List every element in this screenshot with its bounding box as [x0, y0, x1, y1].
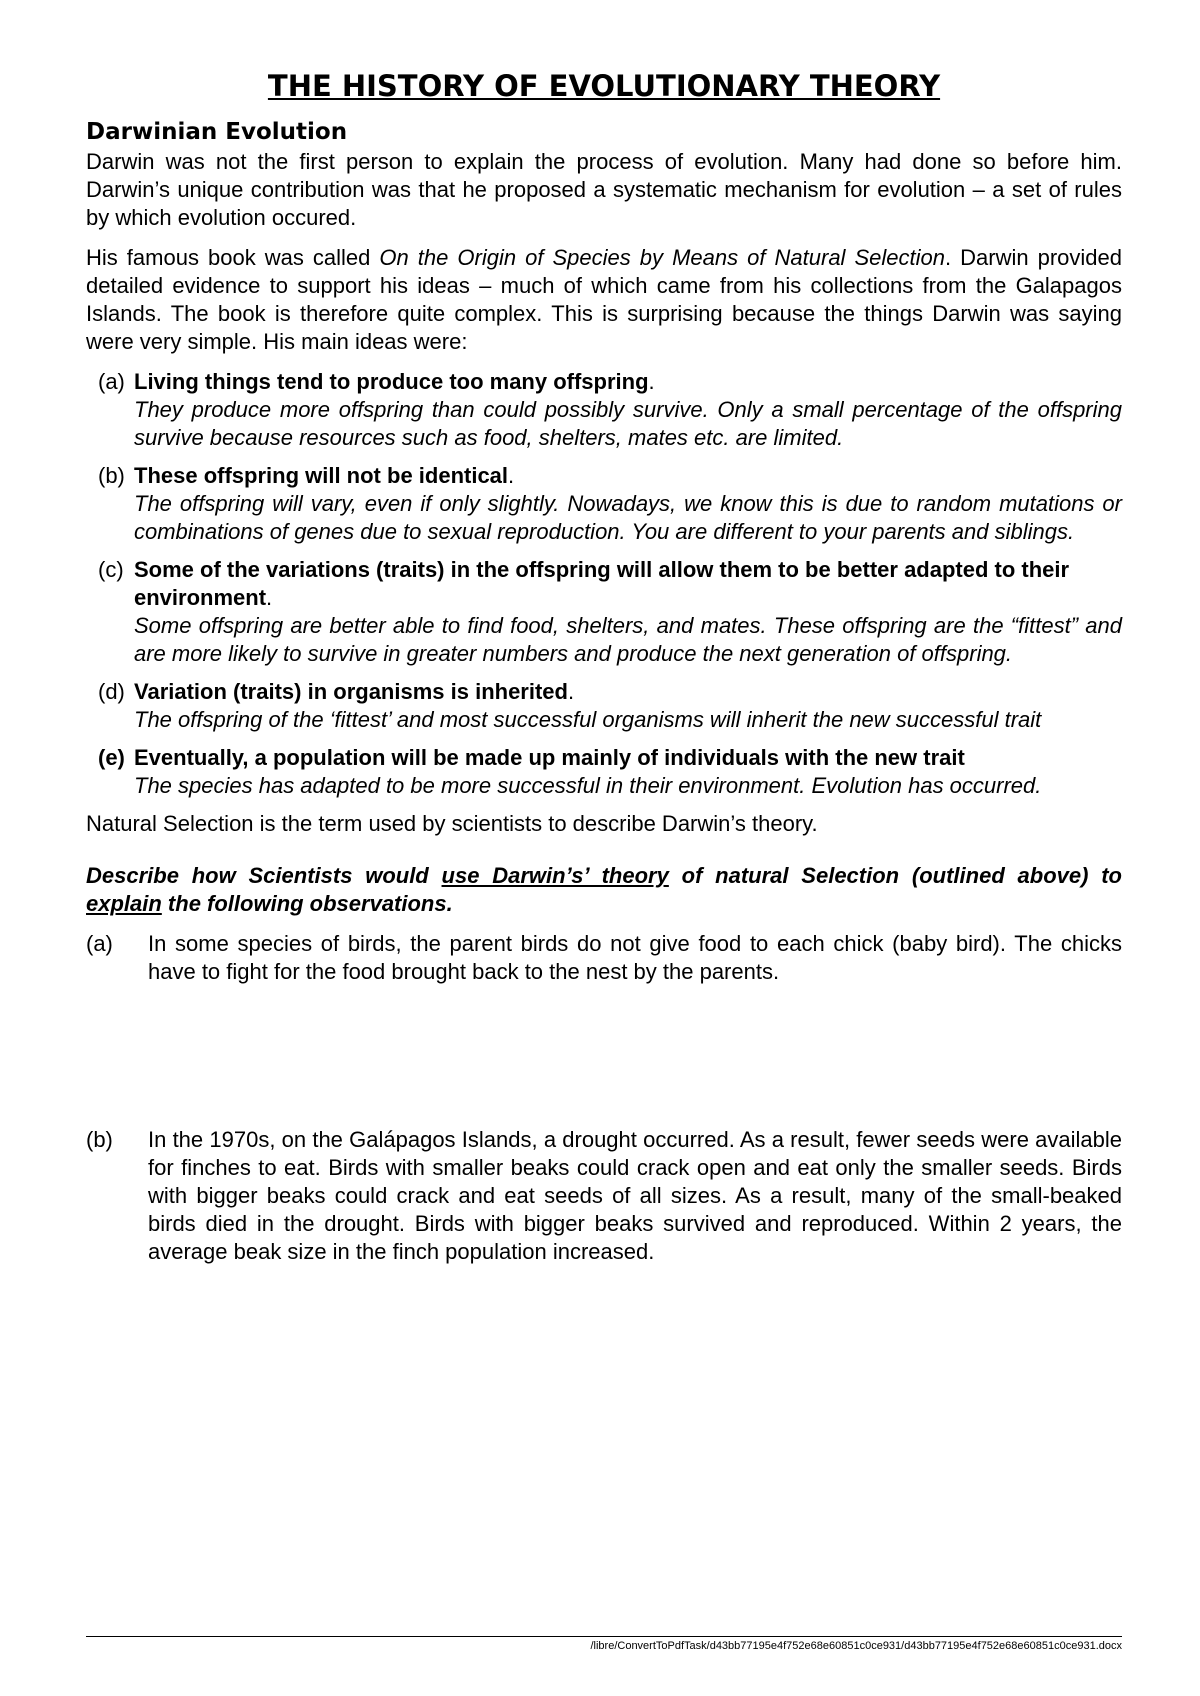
page-title: THE HISTORY OF EVOLUTIONARY THEORY — [267, 69, 941, 103]
idea-item — [98, 462, 1122, 546]
question-text-3: the following observations. — [161, 891, 453, 916]
book-paragraph-rest: . Darwin provided detailed evidence to support his ideas – much of which came from his collections from the Galapagos Islands. The book is therefore quite complex. This is surprising because the things Darwin was saying were very simple. His main ideas were: — [86, 245, 1123, 354]
idea-heading: Some of the variations (traits) in the offspring will allow them to be better adapted to their environment — [134, 557, 1070, 610]
idea-item — [98, 556, 1122, 668]
task-label: (a) — [86, 931, 113, 956]
idea-description: The offspring of the ‘fittest’ and most successful organisms will inherit the new successful trait — [134, 707, 1042, 732]
idea-label: (c) — [98, 557, 124, 582]
idea-label: (d) — [98, 679, 125, 704]
question-underlined-2: explain — [86, 891, 162, 916]
document-page — [86, 66, 1122, 1266]
idea-label: (e) — [98, 745, 125, 770]
idea-heading: Eventually, a population will be made up mainly of individuals with the new trait — [134, 745, 965, 770]
question-underlined-1: use Darwin’s’ theory — [441, 863, 669, 888]
idea-label: (b) — [98, 463, 125, 488]
task-label: (b) — [86, 1127, 113, 1152]
task-item — [86, 930, 1122, 986]
task-text: In some species of birds, the parent birds do not give food to each chick (baby bird). The chicks have to fight for the food brought back to the nest by the parents. — [148, 931, 1122, 984]
idea-heading: Living things tend to produce too many offspring — [134, 369, 649, 394]
idea-description: The species has adapted to be more successful in their environment. Evolution has occurred. — [134, 773, 1042, 798]
idea-heading: Variation (traits) in organisms is inherited — [134, 679, 568, 704]
question-text-1: Describe how Scientists would — [86, 863, 442, 888]
book-title: On the Origin of Species by Means of Natural Selection — [379, 245, 945, 270]
question-prompt — [86, 862, 1122, 918]
task-item — [86, 1126, 1122, 1266]
idea-item — [98, 678, 1122, 734]
idea-heading-end: . — [508, 463, 515, 488]
question-text-2: of natural Selection (outlined above) to — [668, 863, 1122, 888]
footer-divider — [86, 1636, 1122, 1637]
idea-heading-end: . — [567, 679, 575, 704]
footer-file-path: /libre/ConvertToPdfTask/d43bb77195e4f752e68e60851c0ce931/d43bb77195e4f752e68e60851c0ce931.docx — [590, 1640, 1122, 1652]
section-heading: Darwinian Evolution — [86, 119, 348, 145]
idea-description: Some offspring are better able to find food, shelters, and mates. These offspring are the “fittest” and are more likely to survive in greater numbers and produce the next generation of offspring. — [134, 613, 1122, 666]
intro-paragraph: Darwin was not the first person to explain the process of evolution. Many had done so before him. Darwin’s unique contribution was that he proposed a systematic mechanism for evolution – a set of rules by which evolution occured. — [86, 149, 1122, 230]
idea-item — [98, 368, 1122, 452]
task-text: In the 1970s, on the Galápagos Islands, a drought occurred. As a result, fewer seeds were available for finches to eat. Birds with smaller beaks could crack open and eat only the smaller seeds. Birds with bigger beaks could crack and eat seeds of all sizes. As a result, many of the small-beaked birds died in the drought. Birds with bigger beaks survived and reproduced. Within 2 years, the average beak size in the finch population increased. — [148, 1127, 1122, 1264]
idea-heading: These offspring will not be identical — [134, 463, 509, 488]
idea-item — [98, 744, 1122, 800]
idea-heading-end: . — [648, 369, 655, 394]
summary-paragraph: Natural Selection is the term used by scientists to describe Darwin’s theory. — [86, 811, 818, 836]
main-ideas-list — [98, 368, 1122, 800]
idea-heading-end: . — [266, 585, 273, 610]
idea-description: The offspring will vary, even if only slightly. Nowadays, we know this is due to random mutations or combinations of genes due to sexual reproduction. You are different to your parents and siblings. — [134, 491, 1122, 544]
book-paragraph — [86, 244, 1122, 356]
idea-label: (a) — [98, 369, 125, 394]
idea-description: They produce more offspring than could possibly survive. Only a small percentage of the offspring survive because resources such as food, shelters, mates etc. are limited. — [134, 397, 1122, 450]
book-paragraph-lead: His famous book was called — [86, 245, 380, 270]
